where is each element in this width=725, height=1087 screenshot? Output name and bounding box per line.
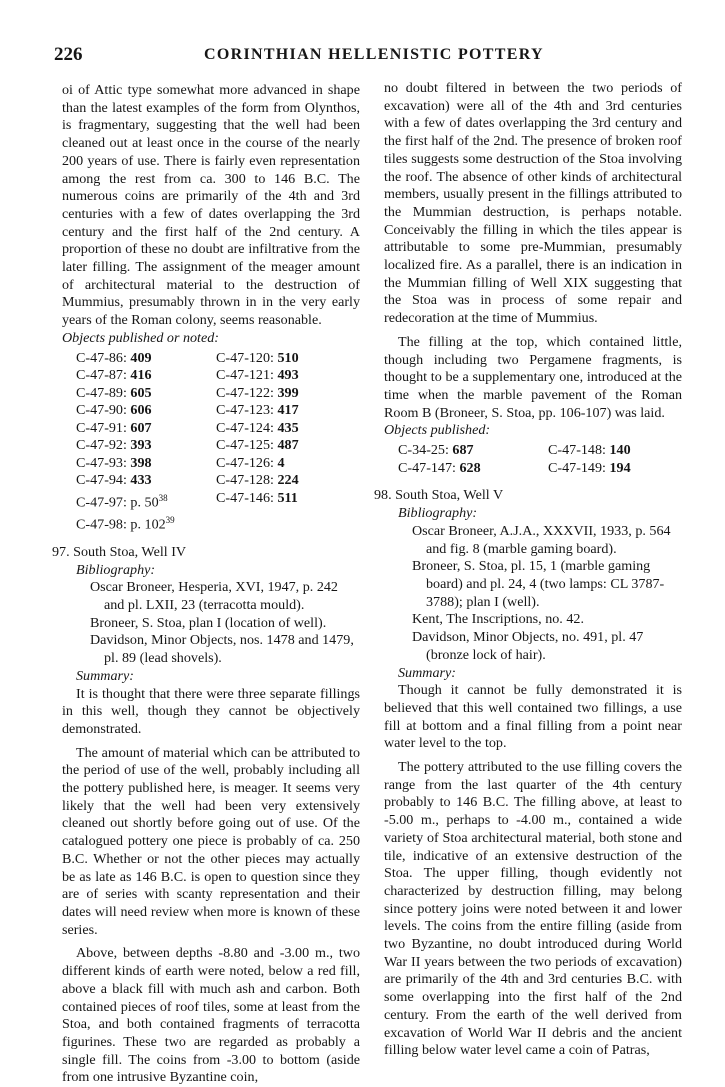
object-item: C-47-89: 605 bbox=[76, 384, 152, 401]
object-item: C-47-146: 511 bbox=[216, 489, 298, 506]
object-item: C-47-94: 433 bbox=[76, 472, 152, 489]
object-item: C-47-122: 399 bbox=[216, 384, 299, 401]
objects-label: Objects published or noted: bbox=[62, 329, 219, 346]
running-title: CORINTHIAN HELLENISTIC POTTERY bbox=[204, 46, 544, 63]
objects-list-col2 bbox=[216, 350, 366, 534]
summary-paragraph: Though it cannot be fully demonstrated it is believed that this well contained two fillings, a use fill at bottom and a final filling from a point near water level to the top. bbox=[384, 682, 682, 752]
bibliography-item: Oscar Broneer, A.J.A., XXXVII, 1933, p. 564 and fig. 8 (marble gaming board). bbox=[412, 522, 671, 557]
continued-paragraph: no doubt filtered in between the two periods of excavation) were all of the 4th and 3rd centuries with a few of dates overlapping the 3rd century and the first half of the 2nd. The presence of broken roof tiles suggests some destruction of the Stoa involving the roof. The absence of other kinds of architectural members, usually present in the fillings attributed to the Mummian destruction, is perhaps notable. Conceivably the filling in which the tiles appear is attributable to some pre-Mummian, presumably localized fire. As a parallel, there is an indication in the Mummian filling of Well XIX suggesting that the Stoa was in process of some repair and redecoration at the time of Mummius. bbox=[384, 80, 682, 327]
entry-97 bbox=[52, 543, 360, 1087]
objects-list bbox=[398, 442, 682, 477]
page-header bbox=[54, 44, 664, 70]
page-number: 226 bbox=[54, 44, 83, 65]
objects-label: Objects published: bbox=[384, 422, 491, 439]
bibliography-item: Broneer, S. Stoa, plan I (location of well). bbox=[90, 614, 327, 631]
bibliography-item: Davidson, Minor Objects, no. 491, pl. 47 (bronze lock of hair). bbox=[412, 629, 644, 663]
objects-list-col1 bbox=[76, 350, 216, 534]
object-item: C-47-121: 493 bbox=[216, 367, 299, 384]
summary-label: Summary: bbox=[398, 664, 456, 681]
summary-label: Summary: bbox=[76, 667, 134, 684]
intro-paragraph: oi of Attic type somewhat more advanced in shape than the latest examples of the form from Olynthos, is fragmentary, suggesting that the well had been cleaned out at least once in the course of the nearly 200 years of use. There is fairly even representation among the rest from ca. 300 to 146 B.C. The numerous coins are primarily of the 4th and 3rd centuries with a few of dates overlapping the 3rd century and the first half of the 2nd century. A proportion of these no doubt are infiltrative from the later filling. The assignment of the meager amount of architectural material to the destruction of Mummius, presumably thrown in in the very early years of the Roman colony, seems reasonable. bbox=[62, 82, 360, 329]
object-item: C-47-93: 398 bbox=[76, 454, 152, 471]
footnote-ref: 39 bbox=[165, 514, 175, 525]
object-item: C-47-97: p. $50^{38}$ bbox=[76, 492, 168, 511]
objects-list bbox=[76, 350, 360, 534]
object-item: C-47-149: 194 bbox=[548, 459, 631, 476]
summary-paragraph: The amount of material which can be attributed to the period of use of the well, probably including all the pottery published here, is meager. It seems very likely that the well had been very extensively cleaned out shortly before going out of use. Of the catalogued pottery one piece is probably of ca. 250 B.C. Whether or not the other pieces may actually be as late as 146 B.C. is open to question since they are of series with scanty representation and their dates will need review when more is known of these series. bbox=[62, 744, 360, 938]
summary-paragraph: It is thought that there were three separate fillings in this well, though they cannot be objectively demonstrated. bbox=[62, 685, 360, 737]
object-item: C-47-90: 606 bbox=[76, 402, 152, 419]
summary-paragraph: The pottery attributed to the use filling covers the range from the last quarter of the 4th century probably to 146 B.C. The filling above, at least to -5.00 m., perhaps to -4.00 m., contained a wide variety of Stoa architectural material, both stone and tile, indicative of an extensive destruction of the Stoa. The upper filling, though evidently not characterized by destruction filling, may belong since pottery joins were noted between it and lower levels. The coins from the entire filling (aside from two Byzantine, no doubt introduced during World War II years between the two periods of excavation) are primarily of the 4th and 3rd centuries B.C. with some overlapping into the first half of the 2nd century. From the earth of the well derived from excavation of World War II debris and the ancient filling below water level came a coin of Patras, bbox=[384, 759, 682, 1059]
bibliography-item: Kent, The Inscriptions, no. 42. bbox=[412, 611, 584, 628]
object-item: C-47-120: 510 bbox=[216, 349, 299, 366]
bibliography-item: Broneer, S. Stoa, pl. 15, 1 (marble gaming board) and pl. 24, 4 (two lamps: CL 3787-3788); plan I (well). bbox=[412, 558, 665, 610]
object-item: C-47-98: p. $102^{39}$ bbox=[76, 514, 175, 533]
footnote-ref: 38 bbox=[158, 492, 168, 503]
object-item: C-47-148: 140 bbox=[548, 442, 631, 459]
object-item: C-47-123: 417 bbox=[216, 402, 299, 419]
object-item: C-47-92: 393 bbox=[76, 437, 152, 454]
object-item: C-47-128: 224 bbox=[216, 472, 299, 489]
object-item: C-47-125: 487 bbox=[216, 437, 299, 454]
object-item: C-34-25: 687 bbox=[398, 442, 474, 459]
top-filling-paragraph: The filling at the top, which contained little, though including two Pergamene fragments, is thought to be a supplementary one, introduced at the time when the marble pavement of the Roman Room B (Broneer, S. Stoa, pp. 106-107) was laid. bbox=[384, 333, 682, 421]
bibliography-item: Oscar Broneer, Hesperia, XVI, 1947, p. 242 and pl. LXII, 23 (terracotta mould). bbox=[90, 579, 338, 614]
bibliography-label: Bibliography: bbox=[76, 561, 156, 578]
object-item: C-47-91: 607 bbox=[76, 419, 152, 436]
object-item: C-47-126: 4 bbox=[216, 454, 285, 471]
bibliography-label: Bibliography: bbox=[398, 505, 478, 522]
entry-98 bbox=[374, 487, 682, 1060]
object-item: C-47-86: 409 bbox=[76, 349, 152, 366]
object-item: C-47-87: 416 bbox=[76, 367, 152, 384]
right-column bbox=[374, 80, 682, 1060]
left-column bbox=[52, 82, 360, 1087]
entry-heading: 98. South Stoa, Well V bbox=[374, 487, 504, 504]
bibliography-item: Davidson, Minor Objects, nos. 1478 and 1479, pl. 89 (lead shovels). bbox=[90, 632, 354, 667]
object-item: C-47-124: 435 bbox=[216, 419, 299, 436]
entry-heading: 97. South Stoa, Well IV bbox=[52, 543, 187, 560]
object-item: C-47-147: 628 bbox=[398, 459, 481, 476]
summary-paragraph: Above, between depths -8.80 and -3.00 m., two different kinds of earth were noted, below a red fill, above a black fill with much ash and carbon. Both contained pieces of roof tiles, some at least from the Stoa, and both contained fragments of terracotta figurines. These two are regarded as probably a single fill. The coins from -3.00 to bottom (aside from one intrusive Byzantine coin, bbox=[62, 945, 360, 1086]
